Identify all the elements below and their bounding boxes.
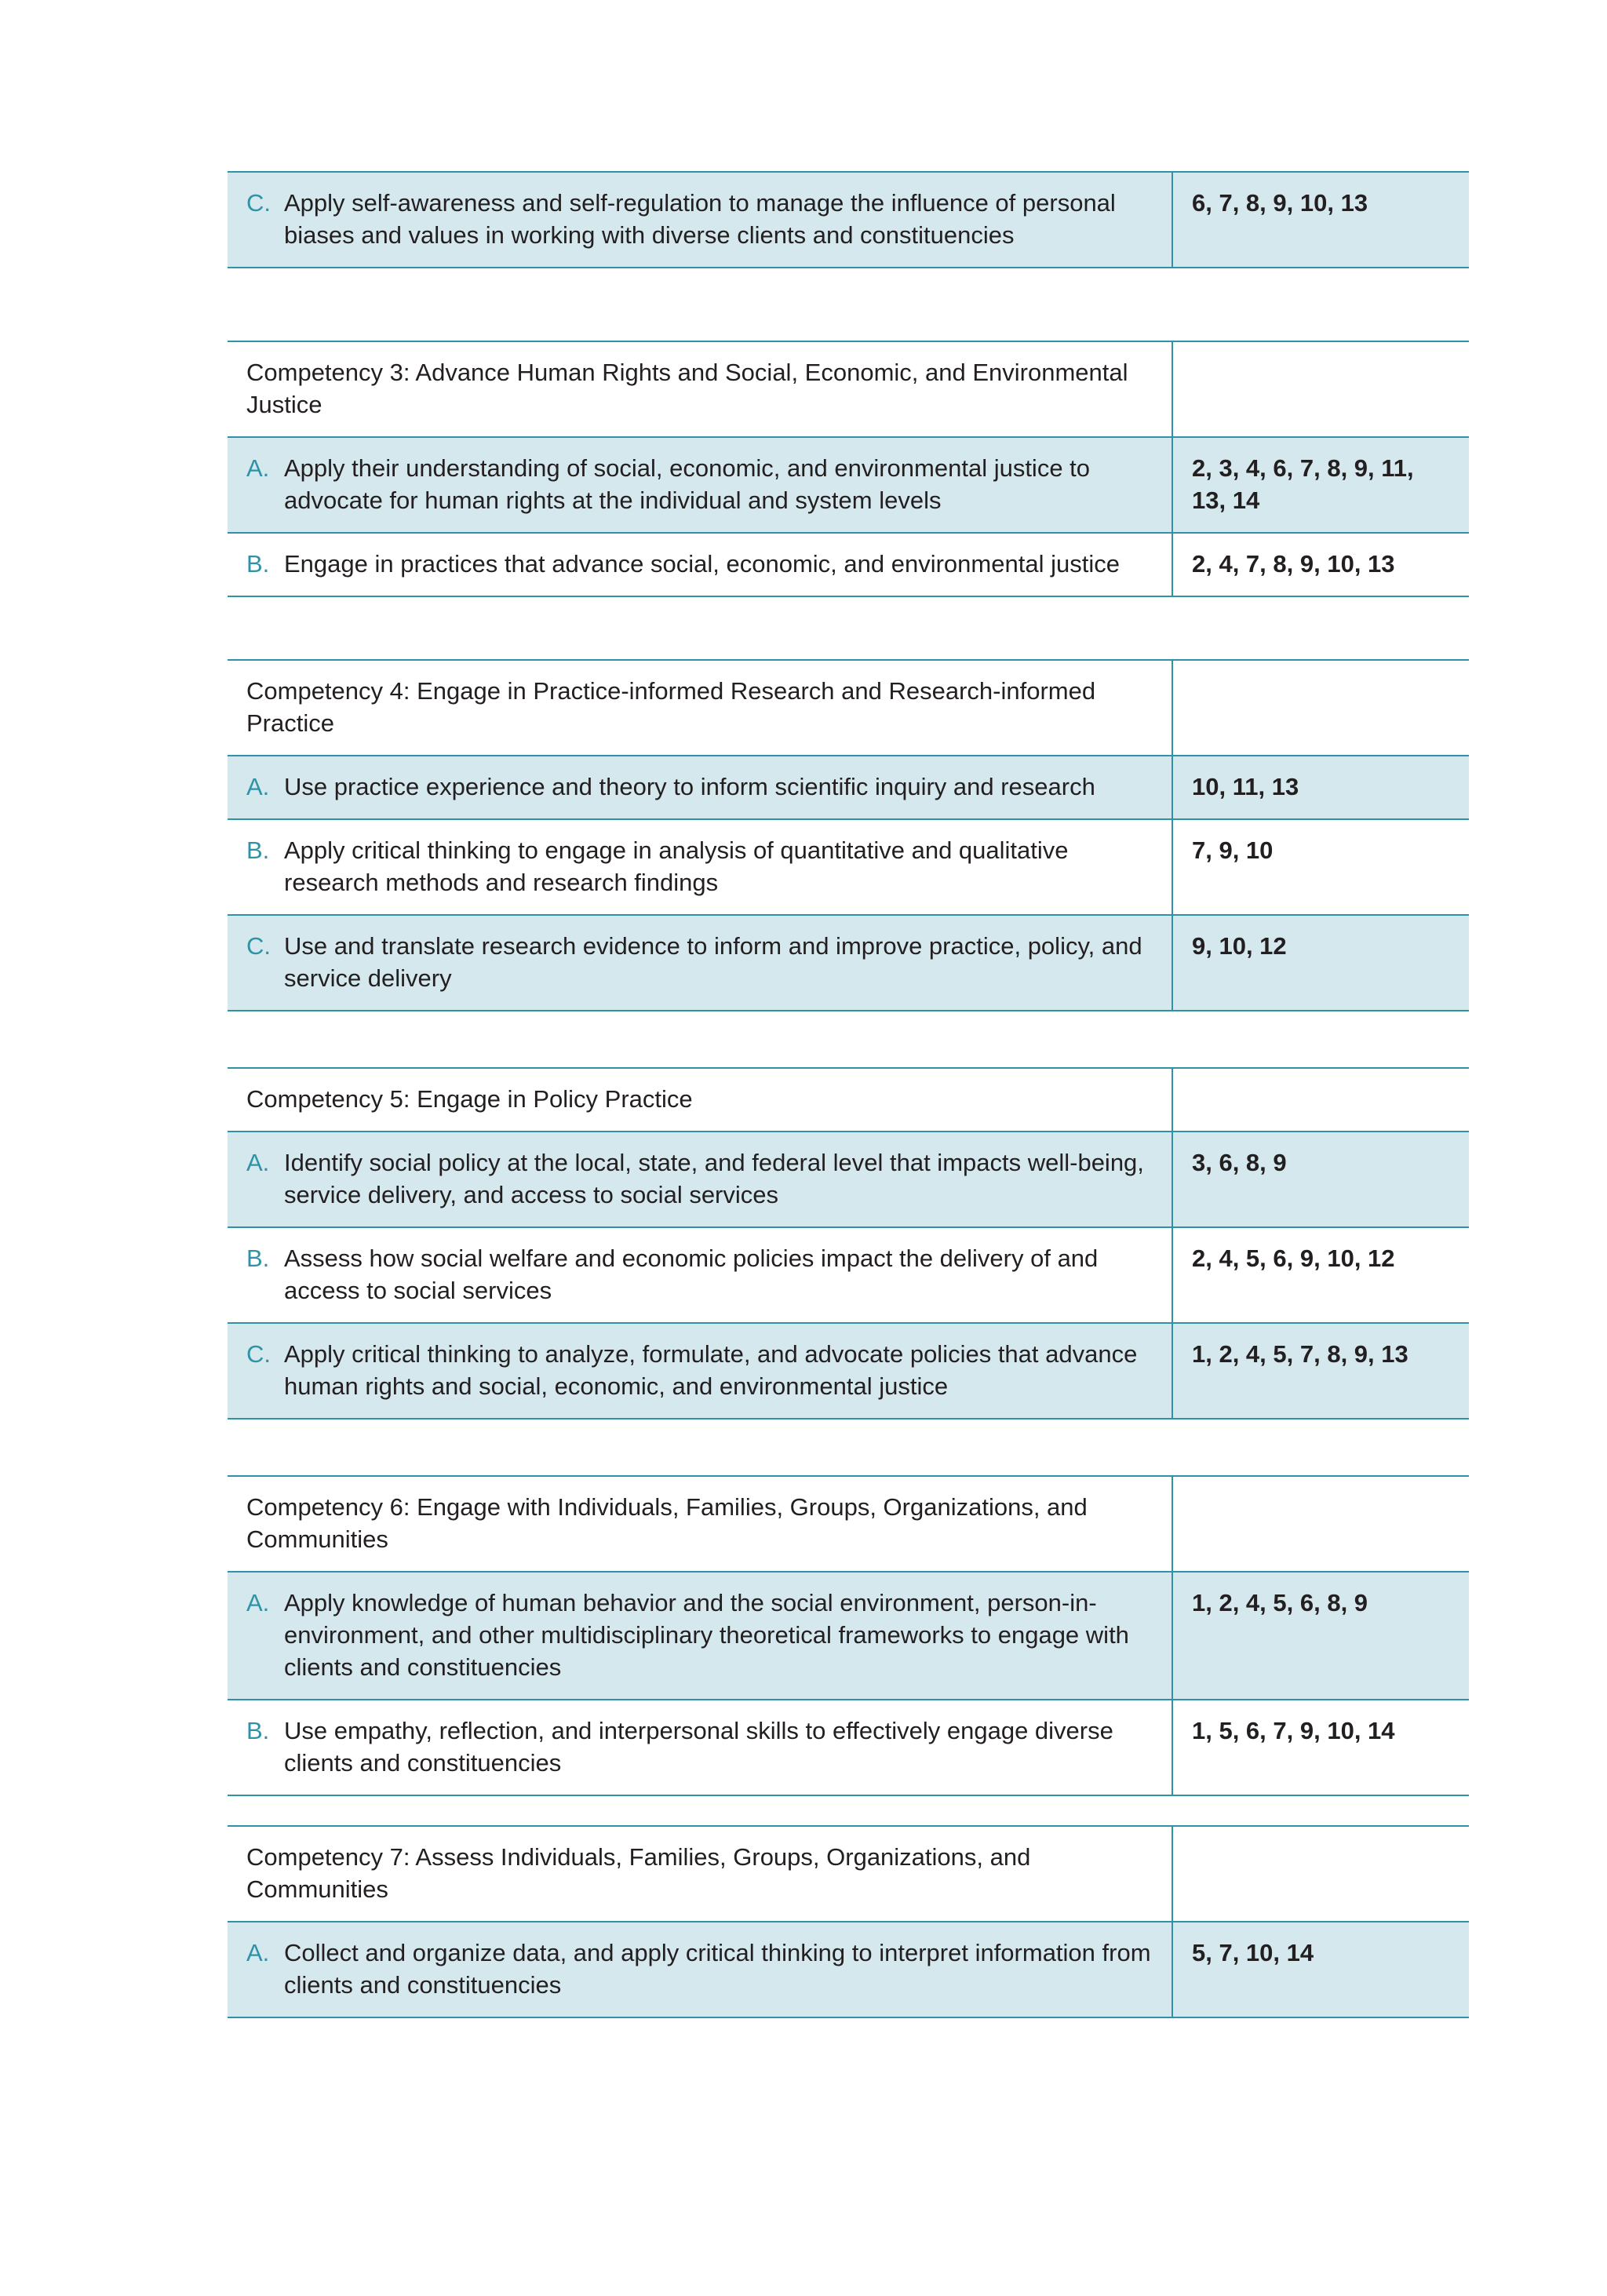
behavior-row (228, 756, 1469, 819)
behavior-cell (228, 1132, 1172, 1227)
behavior-cell (228, 1572, 1172, 1700)
chapter-numbers: 2, 4, 5, 6, 9, 10, 12 (1172, 1227, 1469, 1323)
chapter-numbers: 1, 2, 4, 5, 6, 8, 9 (1172, 1572, 1469, 1700)
competency-title: Competency 4: Engage in Practice-informed Research and Research-informed Practice (228, 660, 1172, 756)
competency-table (228, 1067, 1469, 1420)
behavior-text: Use and translate research evidence to inform and improve practice, policy, and service delivery (284, 932, 1142, 992)
competency-table (228, 171, 1469, 268)
behavior-row (228, 915, 1469, 1011)
chapter-numbers: 2, 4, 7, 8, 9, 10, 13 (1172, 533, 1469, 596)
behavior-letter: A. (246, 454, 270, 482)
behavior-row (228, 1922, 1469, 2017)
chapter-numbers: 5, 7, 10, 14 (1172, 1922, 1469, 2017)
behavior-letter: B. (246, 1245, 270, 1272)
behavior-cell (228, 1922, 1172, 2017)
competency-table (228, 1475, 1469, 1796)
behavior-text: Apply critical thinking to analyze, formulate, and advocate policies that advance human rights and social, economic, and environmental justice (284, 1340, 1138, 1400)
behavior-cell (228, 1227, 1172, 1323)
competency-title: Competency 6: Engage with Individuals, Families, Groups, Organizations, and Communities (228, 1476, 1172, 1572)
behavior-cell (228, 756, 1172, 819)
behavior-text: Identify social policy at the local, state, and federal level that impacts well-being, service delivery, and access to social services (284, 1149, 1144, 1208)
behavior-letter: B. (246, 550, 270, 578)
competency-section (228, 1475, 1469, 1796)
behavior-row (228, 172, 1469, 268)
competency-header-row (228, 660, 1469, 756)
chapter-numbers: 7, 9, 10 (1172, 819, 1469, 915)
competency-section (228, 171, 1469, 268)
competency-table (228, 341, 1469, 597)
competency-header-row (228, 341, 1469, 437)
competency-header-empty-cell (1172, 660, 1469, 756)
chapter-numbers: 6, 7, 8, 9, 10, 13 (1172, 172, 1469, 268)
competency-header-row (228, 1476, 1469, 1572)
behavior-letter: A. (246, 1939, 270, 1966)
competency-section (228, 659, 1469, 1011)
behavior-row (228, 533, 1469, 596)
behavior-cell (228, 172, 1172, 268)
behavior-letter: A. (246, 1589, 270, 1616)
behavior-row (228, 1572, 1469, 1700)
behavior-letter: C. (246, 932, 271, 960)
behavior-letter: B. (246, 836, 270, 864)
competency-title: Competency 3: Advance Human Rights and Social, Economic, and Environmental Justice (228, 341, 1172, 437)
competency-header-empty-cell (1172, 1476, 1469, 1572)
competency-header-row (228, 1068, 1469, 1132)
behavior-cell (228, 819, 1172, 915)
competency-section (228, 1067, 1469, 1420)
competency-header-row (228, 1826, 1469, 1922)
chapter-numbers: 1, 5, 6, 7, 9, 10, 14 (1172, 1700, 1469, 1795)
behavior-cell (228, 1700, 1172, 1795)
competency-title: Competency 5: Engage in Policy Practice (228, 1068, 1172, 1132)
behavior-letter: A. (246, 1149, 270, 1176)
behavior-cell (228, 437, 1172, 533)
chapter-numbers: 1, 2, 4, 5, 7, 8, 9, 13 (1172, 1323, 1469, 1419)
competency-header-empty-cell (1172, 1068, 1469, 1132)
behavior-row (228, 1323, 1469, 1419)
competency-table (228, 659, 1469, 1011)
behavior-letter: C. (246, 1340, 271, 1368)
competency-table (228, 1825, 1469, 2018)
chapter-numbers: 2, 3, 4, 6, 7, 8, 9, 11, 13, 14 (1172, 437, 1469, 533)
competency-header-empty-cell (1172, 341, 1469, 437)
competency-header-empty-cell (1172, 1826, 1469, 1922)
behavior-text: Engage in practices that advance social, economic, and environmental justice (284, 550, 1120, 578)
behavior-letter: A. (246, 773, 270, 800)
behavior-row (228, 819, 1469, 915)
competency-title: Competency 7: Assess Individuals, Families, Groups, Organizations, and Communities (228, 1826, 1172, 1922)
behavior-text: Collect and organize data, and apply critical thinking to interpret information from clients and constituencies (284, 1939, 1151, 1999)
behavior-text: Apply knowledge of human behavior and the social environment, person-in-environment, and other multidisciplinary theoretical frameworks to engage with clients and constituencies (284, 1589, 1129, 1681)
behavior-cell (228, 533, 1172, 596)
behavior-row (228, 1700, 1469, 1795)
competency-section (228, 1825, 1469, 2018)
behavior-text: Apply self-awareness and self-regulation to manage the influence of personal biases and values in working with diverse clients and constituencies (284, 189, 1116, 249)
behavior-letter: C. (246, 189, 271, 217)
behavior-row (228, 1227, 1469, 1323)
behavior-text: Use practice experience and theory to inform scientific inquiry and research (284, 773, 1095, 800)
behavior-cell (228, 1323, 1172, 1419)
behavior-letter: B. (246, 1717, 270, 1744)
behavior-text: Use empathy, reflection, and interpersonal skills to effectively engage diverse clients and constituencies (284, 1717, 1113, 1777)
competency-section (228, 341, 1469, 597)
chapter-numbers: 9, 10, 12 (1172, 915, 1469, 1011)
behavior-text: Apply their understanding of social, economic, and environmental justice to advocate for human rights at the individual and system levels (284, 454, 1091, 514)
behavior-text: Apply critical thinking to engage in analysis of quantitative and qualitative research methods and research findings (284, 836, 1069, 896)
behavior-row (228, 1132, 1469, 1227)
chapter-numbers: 10, 11, 13 (1172, 756, 1469, 819)
behavior-cell (228, 915, 1172, 1011)
chapter-numbers: 3, 6, 8, 9 (1172, 1132, 1469, 1227)
behavior-row (228, 437, 1469, 533)
behavior-text: Assess how social welfare and economic policies impact the delivery of and access to social services (284, 1245, 1099, 1304)
